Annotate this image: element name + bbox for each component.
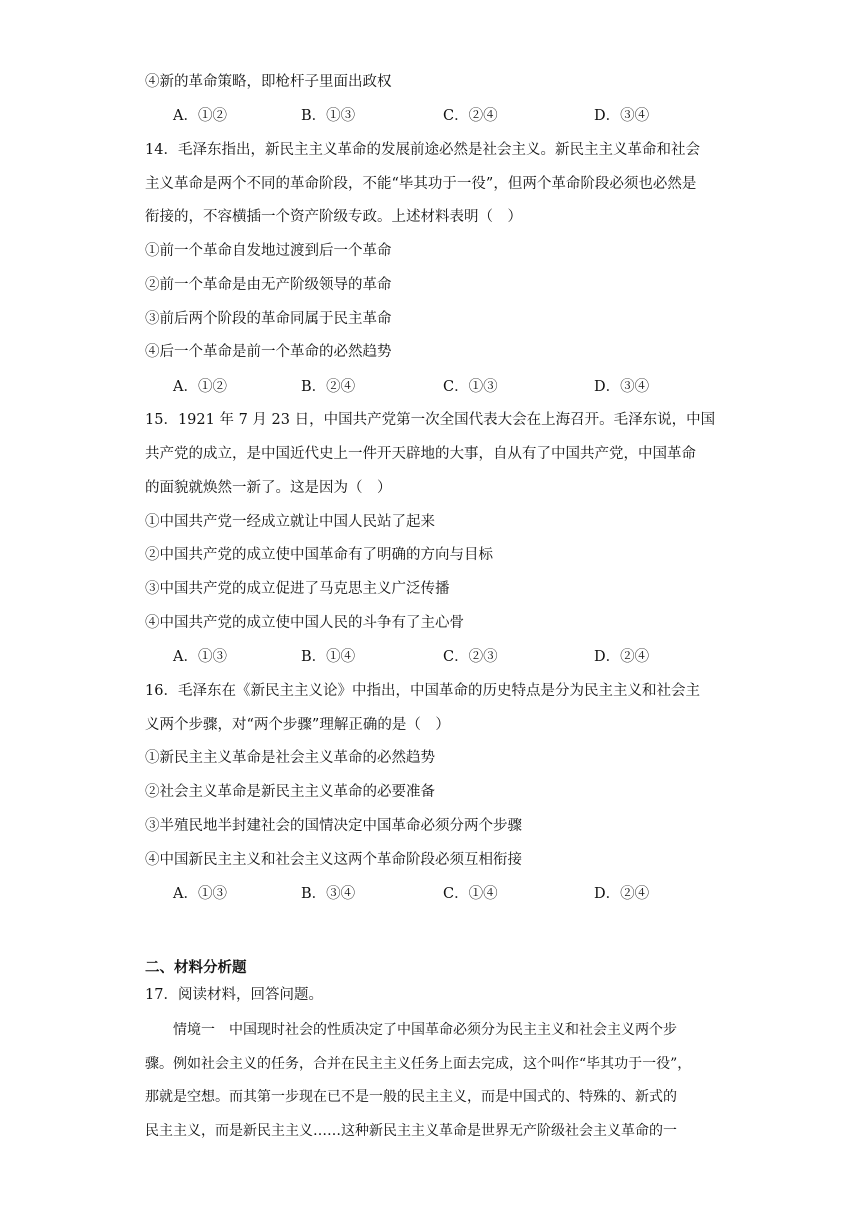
q14-stem-line-3: 衔接的，不容横插一个资产阶级专政。上述材料表明（ ） — [145, 209, 522, 225]
q16-statement-4: ④中国新民主主义和社会主义这两个革命阶段必须互相衔接 — [145, 852, 522, 868]
q16-statement-3: ③半殖民地半封建社会的国情决定中国革命必须分两个步骤 — [145, 818, 522, 834]
q13-statement-4: ④新的革命策略，即枪杆子里面出政权 — [145, 74, 392, 90]
q14-stem-line-2: 主义革命是两个不同的革命阶段，不能“毕其功于一役”，但两个革命阶段必须也必然是 — [145, 176, 697, 192]
q15-statement-1: ①中国共产党一经成立就让中国人民站了起来 — [145, 514, 435, 530]
q16-option-a[interactable]: A．①③ — [173, 886, 227, 902]
q16-statement-1: ①新民主主义革命是社会主义革命的必然趋势 — [145, 750, 435, 766]
q17-passage-line-2: 骤。例如社会主义的任务，合并在民主主义任务上面去完成，这个叫作“毕其功于一役”， — [145, 1056, 692, 1072]
q16-stem-line-2: 义两个步骤，对“两个步骤”理解正确的是（ ） — [145, 717, 450, 733]
q17-passage-line-3: 那就是空想。而其第一步现在已不是一般的民主主义，而是中国式的、特殊的、新式的 — [145, 1089, 677, 1105]
q15-option-c[interactable]: C．②③ — [443, 649, 498, 665]
q16-statement-2: ②社会主义革命是新民主主义革命的必要准备 — [145, 784, 435, 800]
q14-statement-1: ①前一个革命自发地过渡到后一个革命 — [145, 243, 392, 259]
q14-statement-4: ④后一个革命是前一个革命的必然趋势 — [145, 344, 392, 360]
q15-stem-line-2: 共产党的成立，是中国近代史上一件开天辟地的大事，自从有了中国共产党，中国革命 — [145, 446, 696, 462]
q14-statement-3: ③前后两个阶段的革命同属于民主革命 — [145, 311, 392, 327]
q14-stem-line-1: 14．毛泽东指出，新民主主义革命的发展前途必然是社会主义。新民主主义革命和社会 — [145, 142, 700, 158]
q15-statement-3: ③中国共产党的成立促进了马克思主义广泛传播 — [145, 581, 450, 597]
section-heading: 二、材料分析题 — [145, 960, 247, 976]
q13-option-d[interactable]: D．③④ — [594, 108, 650, 124]
q15-stem-line-3: 的面貌就焕然一新了。这是因为（ ） — [145, 480, 392, 496]
q17-passage-line-1: 情境一 中国现时社会的性质决定了中国革命必须分为民主主义和社会主义两个步 — [173, 1022, 677, 1038]
q13-option-c[interactable]: C．②④ — [443, 108, 498, 124]
q17-passage-line-4: 民主主义，而是新民主主义……这种新民主主义革命是世界无产阶级社会主义革命的一 — [145, 1123, 677, 1139]
q16-stem-line-1: 16．毛泽东在《新民主主义论》中指出，中国革命的历史特点是分为民主主义和社会主 — [145, 683, 700, 699]
q15-option-a[interactable]: A．①③ — [173, 649, 227, 665]
q16-option-b[interactable]: B．③④ — [301, 886, 356, 902]
q15-option-d[interactable]: D．②④ — [594, 649, 650, 665]
q17-prompt: 17．阅读材料，回答问题。 — [145, 987, 323, 1003]
q14-option-b[interactable]: B．②④ — [301, 379, 356, 395]
q15-statement-2: ②中国共产党的成立使中国革命有了明确的方向与目标 — [145, 547, 493, 563]
q14-option-a[interactable]: A．①② — [173, 379, 227, 395]
q16-option-c[interactable]: C．①④ — [443, 886, 498, 902]
q14-option-c[interactable]: C．①③ — [443, 379, 498, 395]
q14-statement-2: ②前一个革命是由无产阶级领导的革命 — [145, 277, 392, 293]
q14-option-d[interactable]: D．③④ — [594, 379, 650, 395]
q15-option-b[interactable]: B．①④ — [301, 649, 356, 665]
q15-statement-4: ④中国共产党的成立使中国人民的斗争有了主心骨 — [145, 615, 464, 631]
q13-option-b[interactable]: B．①③ — [301, 108, 356, 124]
q16-option-d[interactable]: D．②④ — [594, 886, 650, 902]
q15-stem-line-1: 15．1921 年 7 月 23 日，中国共产党第一次全国代表大会在上海召开。毛泽东说，中国 — [145, 412, 716, 428]
q13-option-a[interactable]: A．①② — [173, 108, 227, 124]
